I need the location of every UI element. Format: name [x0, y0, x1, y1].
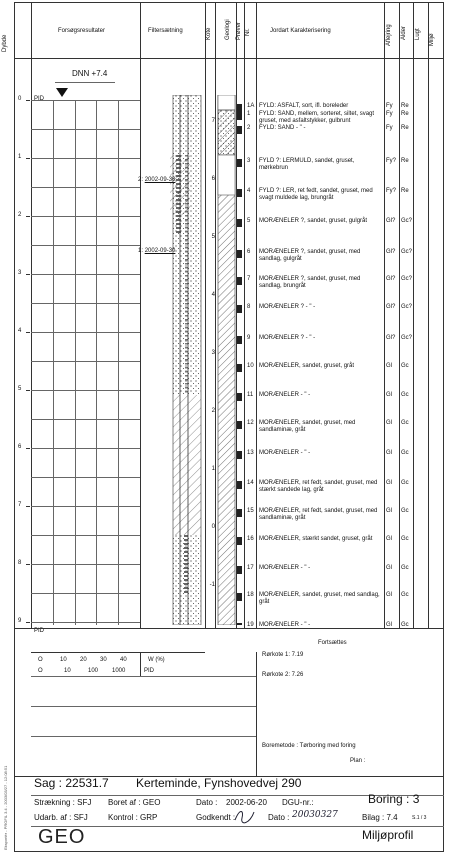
- sample-marker: [237, 277, 242, 285]
- sample-aflejring: Gl?: [386, 249, 396, 255]
- depth-tick: [26, 506, 30, 507]
- sample-alder: Re: [401, 111, 409, 117]
- sample-aflejring: Gl: [386, 536, 392, 542]
- sample-nr: 16: [247, 536, 254, 542]
- sample-marker: [237, 126, 242, 134]
- footer-place: Kerteminde, Fynshovedvej 290: [136, 776, 302, 790]
- sample-alder: Re: [401, 103, 409, 109]
- sample-aflejring: Fy: [386, 125, 393, 131]
- header-jordart: Jordart Karakterisering: [270, 28, 331, 34]
- sample-aflejring: Gl: [386, 480, 392, 486]
- sample-description: MORÆNELER ?, sandet, gruset, med sandlag, gulgråt: [259, 249, 361, 262]
- sample-nr: 19: [247, 622, 254, 628]
- sample-marker: [237, 566, 242, 574]
- sample-description: MORÆNELER ?, sandet, gruset, med sandlag, brungråt: [259, 276, 361, 289]
- depth-label: 3: [18, 270, 22, 276]
- footer-dato2: 20030327: [292, 810, 338, 820]
- sample-marker: [237, 336, 242, 344]
- kote-label: 5: [211, 234, 215, 240]
- header-aflejring: Aflejring: [386, 24, 392, 46]
- sample-alder: Gc?: [401, 276, 413, 282]
- sample-aflejring: Gl: [386, 363, 392, 369]
- depth-label: 4: [18, 328, 22, 334]
- header-geologi: Geologi: [225, 19, 231, 40]
- dnn-arrow: [56, 88, 68, 97]
- sample-aflejring: Gl: [386, 450, 392, 456]
- sample-marker: [237, 250, 242, 258]
- sample-marker: [237, 112, 242, 120]
- sample-description: MORÆNELER - " -: [259, 565, 311, 571]
- sample-description: MORÆNELER ? - " -: [259, 335, 316, 341]
- depth-tick: [26, 390, 30, 391]
- sample-description: MORÆNELER ?, sandet, gruset, gulgråt: [259, 218, 368, 224]
- filter-column: [140, 95, 205, 625]
- filter-date-1: 1: 2002-09-30: [138, 248, 176, 254]
- sample-nr: 13: [247, 450, 254, 456]
- sample-description: MORÆNELER, ret fedt, sandet, gruset, med stærkt sandede lag, gråt: [259, 480, 378, 493]
- scale-tick: 10: [60, 657, 67, 663]
- kote-label: 1: [211, 466, 215, 472]
- sample-description: FYLD ?: LERMULD, sandet, gruset, mørkebrun: [259, 158, 355, 171]
- depth-tick: [26, 332, 30, 333]
- sample-alder: Gc: [401, 622, 409, 628]
- sample-aflejring: Gl?: [386, 304, 396, 310]
- sample-nr: 3: [247, 158, 251, 164]
- sample-description: MORÆNELER, sandet, gruset, med sandlag, gråt: [259, 592, 380, 605]
- sample-marker: [237, 189, 242, 197]
- filter-date-2: 2: 2002-09-30: [138, 177, 176, 183]
- sample-nr: 12: [247, 420, 254, 426]
- pid-top: PID: [34, 96, 45, 102]
- rorkote-2: Rørkote 2: 7.26: [262, 672, 304, 678]
- sample-description: MORÆNELER, ret fedt, sandet, gruset, med sandlaminæ, gråt: [259, 508, 378, 521]
- scale-tick: 20: [80, 657, 87, 663]
- sample-marker: [237, 451, 242, 459]
- scale-label: PID: [144, 668, 155, 674]
- sample-alder: Gc: [401, 508, 409, 514]
- header-alder: Alder: [401, 25, 407, 40]
- footer-dato-label: Dato :: [196, 798, 218, 807]
- sample-nr: 11: [247, 392, 254, 398]
- sample-alder: Gc?: [401, 335, 413, 341]
- sample-description: FYLD: SAND - " -: [259, 125, 306, 131]
- depth-label: 0: [18, 96, 22, 102]
- sample-nr: 7: [247, 276, 251, 282]
- boremetode: Boremetode : Tørboring med foring: [262, 743, 356, 749]
- footer-bilag: Bilag : 7.4: [362, 813, 398, 822]
- sample-description: FYLD: ASFALT, sort, ifl. boreleder: [259, 103, 349, 109]
- sample-alder: Gc: [401, 480, 409, 486]
- depth-tick: [26, 216, 30, 217]
- sample-marker: [237, 393, 242, 401]
- kote-label: 6: [211, 176, 215, 182]
- footer-side: S.1 / 3: [412, 815, 427, 821]
- sample-nr: 1A: [247, 103, 255, 109]
- kote-label: 3: [211, 350, 215, 356]
- scale-tick: 100: [88, 668, 99, 674]
- depth-tick: [26, 564, 30, 565]
- footer-straekning: Strækning : SFJ: [34, 798, 92, 807]
- sample-marker: [237, 104, 242, 112]
- sample-aflejring: Gl?: [386, 276, 396, 282]
- header-kote: Kote: [206, 27, 212, 40]
- sample-marker: [237, 593, 242, 601]
- sample-aflejring: Gl: [386, 622, 392, 628]
- footer-title: Miljøprofil: [362, 828, 414, 842]
- sample-alder: Gc: [401, 565, 409, 571]
- footer-sag: Sag : 22531.7: [34, 776, 109, 790]
- footer-dato: 2002-06-20: [226, 798, 267, 807]
- rorkote-1: Rørkote 1: 7.19: [262, 652, 304, 658]
- sample-nr: 6: [247, 249, 251, 255]
- sample-aflejring: Gl: [386, 565, 392, 571]
- depth-label: 6: [18, 444, 22, 450]
- sample-alder: Gc?: [401, 218, 413, 224]
- depth-tick: [26, 622, 30, 623]
- depth-tick: [26, 100, 30, 101]
- geo-logo: GEO: [38, 826, 86, 848]
- footer-udarb: Udarb. af : SFJ: [34, 813, 88, 822]
- pid-bottom: PID: [34, 628, 45, 634]
- depth-label: 5: [18, 386, 22, 392]
- sample-nr: 5: [247, 218, 251, 224]
- sample-nr: 2: [247, 125, 251, 131]
- sample-nr: 9: [247, 335, 251, 341]
- header-miljoe: Miljø: [429, 33, 435, 46]
- header-proever: Prøver: [236, 22, 242, 40]
- scale-tick: 30: [100, 657, 107, 663]
- sample-description: MORÆNELER, sandet, gruset, med sandlaminæ, gråt: [259, 420, 356, 433]
- geology-column: [215, 95, 245, 625]
- sample-nr: 1: [247, 111, 251, 117]
- sample-marker: [237, 364, 242, 372]
- sample-aflejring: Fy?: [386, 158, 397, 164]
- header-filter: Filtersætning: [148, 28, 183, 34]
- header-nr: Nr.: [245, 28, 251, 36]
- sample-aflejring: Fy: [386, 103, 393, 109]
- depth-label: 8: [18, 560, 22, 566]
- sample-nr: 15: [247, 508, 254, 514]
- depth-tick: [26, 158, 30, 159]
- sample-alder: Gc?: [401, 249, 413, 255]
- sample-nr: 14: [247, 480, 254, 486]
- footer-boring: Boring : 3: [368, 792, 420, 806]
- sample-nr: 8: [247, 304, 251, 310]
- signature: [232, 806, 258, 826]
- depth-label: 9: [18, 618, 22, 624]
- side-code: Eksportér - PROFIL 3.4 - 2003/03/27 - 12:08:51: [3, 765, 8, 850]
- dnn-label: DNN +7.4: [72, 69, 108, 78]
- sample-alder: Gc: [401, 592, 409, 598]
- sample-nr: 18: [247, 592, 254, 598]
- sample-description: FYLD ?: LER, ret fedt, sandet, gruset, med svagt muldede lag, brungråt: [259, 188, 373, 201]
- sample-description: MORÆNELER - " -: [259, 392, 311, 398]
- sample-marker: [237, 623, 242, 625]
- kote-label: 7: [211, 118, 215, 124]
- sample-aflejring: Fy?: [386, 188, 397, 194]
- sample-aflejring: Gl?: [386, 335, 396, 341]
- sample-marker: [237, 509, 242, 517]
- scale-tick: 10: [64, 668, 71, 674]
- sample-nr: 4: [247, 188, 251, 194]
- sample-description: MORÆNELER, sandet, gruset, gråt: [259, 363, 355, 369]
- sample-aflejring: Gl: [386, 392, 392, 398]
- plan: Plan :: [350, 758, 366, 764]
- depth-label: 7: [18, 502, 22, 508]
- header-lugt: Lugt: [415, 28, 421, 40]
- kote-label: 4: [211, 292, 215, 298]
- sample-marker: [237, 219, 242, 227]
- depth-label: 1: [18, 154, 22, 160]
- scale-label: W (%): [148, 657, 165, 663]
- sample-marker: [237, 305, 242, 313]
- sample-description: MORÆNELER - " -: [259, 450, 311, 456]
- kote-label: -1: [209, 582, 215, 588]
- sample-alder: Re: [401, 125, 409, 131]
- sample-alder: Re: [401, 158, 409, 164]
- sample-alder: Gc: [401, 450, 409, 456]
- sample-description: MORÆNELER, stærkt sandet, gruset, gråt: [259, 536, 373, 542]
- sample-description: MORÆNELER ? - " -: [259, 304, 316, 310]
- sample-description: FYLD: SAND, mellem, sorteret, siltet, svagt gruset, med asfaltstykker, gulbrunt: [259, 111, 375, 124]
- depth-tick: [26, 448, 30, 449]
- scale-tick: 40: [120, 657, 127, 663]
- scale-tick: 1000: [112, 668, 126, 674]
- kote-label: 0: [211, 524, 215, 530]
- sample-alder: Gc: [401, 363, 409, 369]
- header-divider: [14, 58, 444, 59]
- sample-alder: Gc: [401, 392, 409, 398]
- sample-description: MORÆNELER - " -: [259, 622, 311, 628]
- footer-dato2-label: Dato :: [268, 813, 290, 822]
- scale-origin: O: [38, 657, 43, 663]
- header-dybde: Dybde: [2, 34, 8, 52]
- sample-alder: Gc: [401, 536, 409, 542]
- sample-aflejring: Gl: [386, 508, 392, 514]
- sample-alder: Re: [401, 188, 409, 194]
- sample-marker: [237, 159, 242, 167]
- fortsaettes: Fortsættes: [318, 640, 347, 646]
- depth-label: 2: [18, 212, 22, 218]
- footer-dgu: DGU-nr.:: [282, 798, 314, 807]
- sample-aflejring: Gl?: [386, 218, 396, 224]
- sample-aflejring: Fy: [386, 111, 393, 117]
- sample-alder: Gc?: [401, 304, 413, 310]
- footer-kontrol: Kontrol : GRP: [108, 813, 158, 822]
- header-forsog: Forsøgsresultater: [58, 28, 106, 34]
- scale-origin: O: [38, 668, 43, 674]
- sample-alder: Gc: [401, 420, 409, 426]
- footer-boret: Boret af : GEO: [108, 798, 161, 807]
- sample-marker: [237, 421, 242, 429]
- sample-nr: 17: [247, 565, 254, 571]
- sample-marker: [237, 537, 242, 545]
- depth-tick: [26, 274, 30, 275]
- sample-nr: 10: [247, 363, 254, 369]
- kote-label: 2: [211, 408, 215, 414]
- sample-aflejring: Gl: [386, 592, 392, 598]
- sample-aflejring: Gl: [386, 420, 392, 426]
- sample-marker: [237, 481, 242, 489]
- footer-godkendt: Godkendt :: [196, 813, 236, 822]
